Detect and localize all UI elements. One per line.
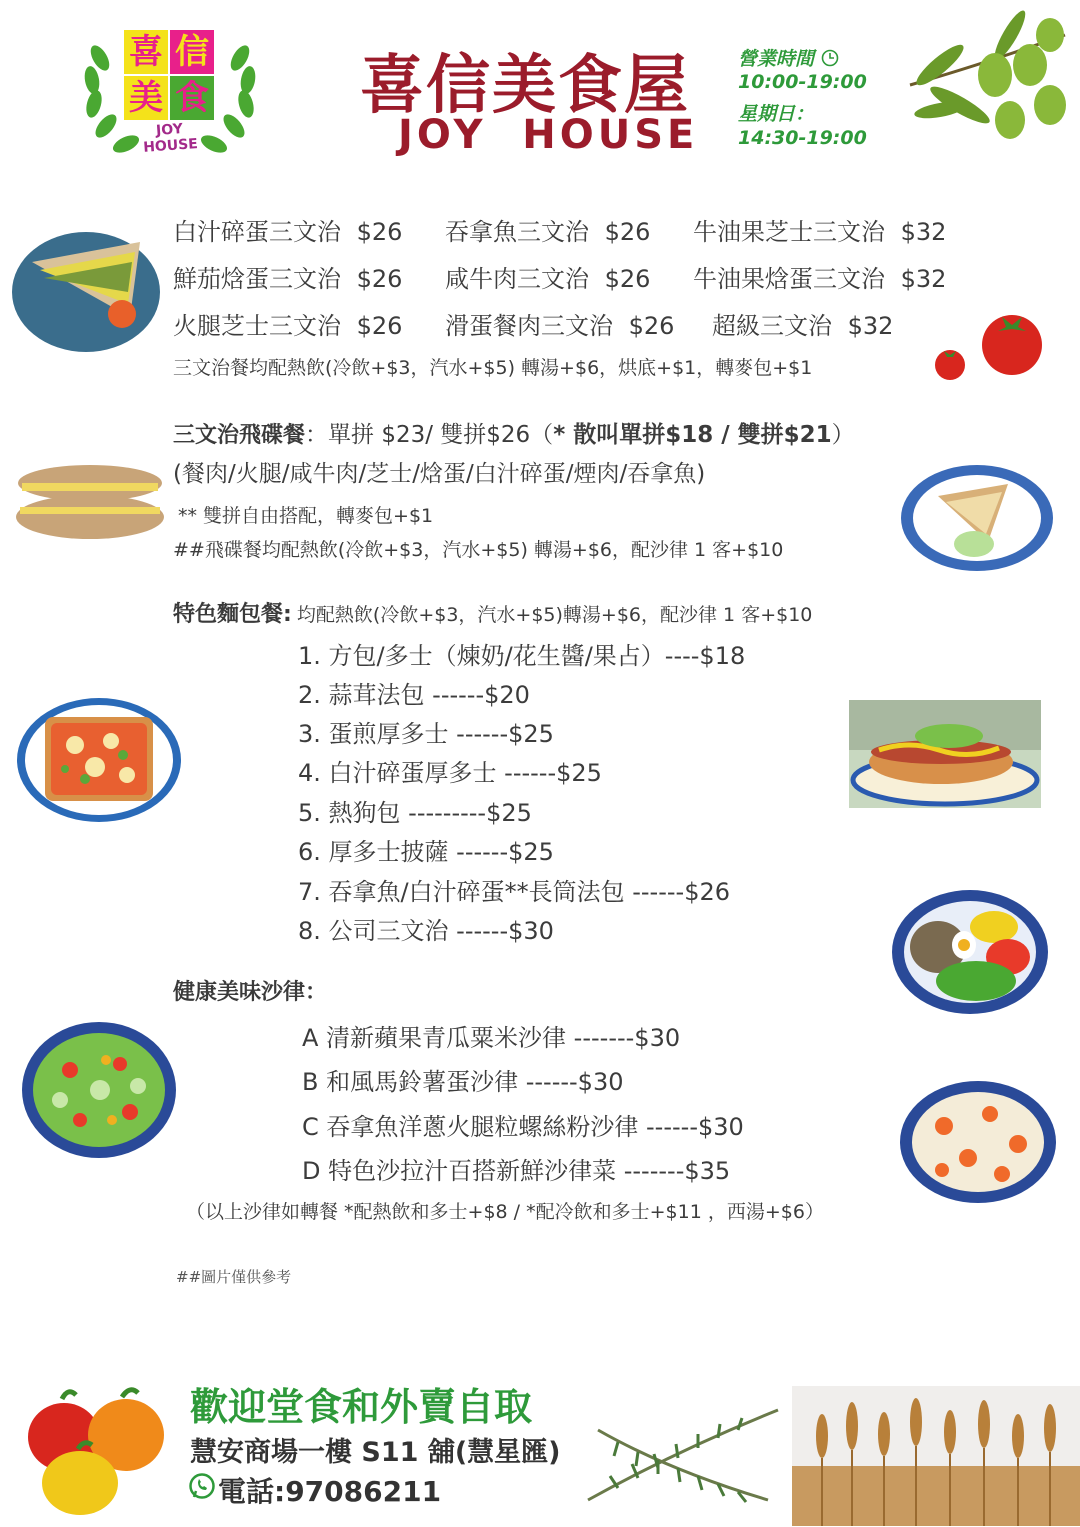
disc-price: ：單拼 $23/ 雙拼$26（: [305, 422, 554, 448]
hours-label-text: 營業時間: [738, 48, 815, 70]
sandwich-item-8: [445, 306, 674, 341]
sandwich-price: $32: [847, 312, 894, 340]
footer-phone: 電話:97086211: [218, 1475, 442, 1508]
salad-heading: 健康美味沙律：: [173, 980, 328, 1005]
disc-note-1: ** 雙拼自由搭配，轉麥包+$1: [178, 505, 434, 527]
sandwich-price: $32: [900, 218, 947, 246]
sandwich-name: 咸牛肉三文治: [445, 265, 589, 293]
bread-heading-line: [173, 597, 812, 628]
sandwich-price: $26: [604, 265, 651, 293]
sandwich-price: $26: [356, 265, 403, 293]
sandwich-item-7: [173, 306, 402, 341]
disc-note-2: ##飛碟餐均配熱飲(冷飲+$3，汽水+$5) 轉湯+$6，配沙律 1 客+$10: [173, 539, 784, 561]
sandwich-set-note: 三文治餐均配熱飲(冷飲+$3，汽水+$5) 轉湯+$6，烘底+$1，轉麥包+$1: [173, 357, 813, 379]
clock-icon: [821, 49, 839, 67]
salad-item-d: D 特色沙拉汁百搭新鮮沙律菜 -------$35: [302, 1157, 731, 1185]
logo-char-1: 喜: [124, 30, 168, 74]
bread-item-3: 3. 蛋煎厚多士 ------$25: [298, 720, 554, 748]
disc-heading: 三文治飛碟餐: [173, 423, 306, 448]
rosemary-image: [578, 1390, 783, 1518]
sandwich-name: 超級三文治: [712, 312, 832, 340]
bread-item-4: 4. 白汁碎蛋厚多士 ------$25: [298, 759, 602, 787]
logo-char-3: 美: [124, 76, 168, 120]
disc-close: ）: [831, 422, 855, 448]
hours-label: [738, 44, 839, 71]
image-disclaimer: ##圖片僅供參考: [176, 1268, 292, 1286]
sandwich-name: 牛油果芝士三文治: [693, 218, 885, 246]
restaurant-title-en: JOY HOUSE: [398, 112, 699, 158]
sandwich-name: 鮮茄焓蛋三文治: [173, 265, 341, 293]
potato-salad-bowl-image: [898, 1078, 1058, 1206]
sandwich-price: $26: [356, 312, 403, 340]
salad-note: （以上沙律如轉餐 *配熱飲和多士+$8 / *配冷飲和多士+$11 ，西湯+$6）: [186, 1201, 824, 1223]
salad-item-a: A 清新蘋果青瓜粟米沙律 -------$30: [302, 1024, 681, 1052]
egg-salad-bowl-image: [890, 887, 1050, 1017]
sandwich-name: 牛油果焓蛋三文治: [693, 265, 885, 293]
pizza-toast-image: [15, 695, 183, 825]
salad-item-c: C 吞拿魚洋蔥火腿粒螺絲粉沙律 ------$30: [302, 1113, 744, 1141]
sandwich-price: $32: [900, 265, 947, 293]
sandwich-name: 吞拿魚三文治: [445, 218, 589, 246]
bread-item-5: 5. 熱狗包 ---------$25: [298, 799, 532, 827]
tomato-image: [928, 305, 1048, 387]
restaurant-title-cn: 喜信美食屋: [360, 49, 690, 123]
logo-char-2: 信: [170, 30, 214, 74]
sandwich-item-2: [445, 212, 650, 247]
bell-peppers-image: [18, 1385, 170, 1517]
sandwich-price: $26: [604, 218, 651, 246]
sandwich-item-9: [712, 306, 893, 341]
sandwich-item-3: [693, 212, 946, 247]
bread-item-1: 1. 方包/多士（煉奶/花生醬/果占）----$18: [298, 642, 746, 670]
disc-sandwich-image: [10, 455, 170, 545]
bread-item-2: 2. 蒜茸法包 ------$20: [298, 681, 530, 709]
sandwich-item-6: [693, 259, 946, 294]
bread-heading: 特色麵包餐:: [173, 602, 292, 627]
hours-sunday: 14:30-19:00: [738, 127, 867, 149]
sandwich-name: 滑蛋餐肉三文治: [445, 312, 613, 340]
logo: [80, 18, 260, 163]
logo-char-4: 食: [170, 76, 214, 120]
wheat-field-image: [792, 1386, 1080, 1526]
sandwich-name: 火腿芝士三文治: [173, 312, 341, 340]
hours-weekday: 10:00-19:00: [738, 71, 867, 93]
salad-item-b: B 和風馬鈴薯蛋沙律 ------$30: [302, 1068, 624, 1096]
disc-single-price: * 散叫單拼$18 / 雙拼$21: [553, 422, 832, 448]
sandwich-plate-image: [10, 222, 162, 354]
bread-item-7: 7. 吞拿魚/白汁碎蛋**長筒法包 ------$26: [298, 878, 731, 906]
footer-address: 慧安商場一樓 S11 舖(慧星匯): [190, 1437, 561, 1468]
green-salad-bowl-image: [20, 1020, 178, 1160]
whatsapp-icon: [188, 1472, 216, 1500]
sandwich-item-1: [173, 212, 402, 247]
sandwich-item-4: [173, 259, 402, 294]
bread-heading-note: 均配熱飲(冷飲+$3，汽水+$5)轉湯+$6，配沙律 1 客+$10: [296, 604, 813, 626]
sandwich-item-5: [445, 259, 650, 294]
sandwich-price: $26: [356, 218, 403, 246]
hours-sunday-label: 星期日：: [738, 103, 815, 125]
disc-heading-line: [173, 416, 855, 449]
hotdog-image: [849, 700, 1041, 808]
bread-item-6: 6. 厚多士披薩 ------$25: [298, 838, 554, 866]
toast-plate-image: [898, 462, 1056, 574]
bread-item-8: 8. 公司三文治 ------$30: [298, 917, 554, 945]
disc-fillings: (餐肉/火腿/咸牛肉/芝士/焓蛋/白汁碎蛋/煙肉/吞拿魚): [173, 461, 706, 487]
olive-branch-icon: [900, 5, 1070, 155]
sandwich-price: $26: [628, 312, 675, 340]
footer-welcome: 歡迎堂食和外賣自取: [190, 1385, 533, 1429]
sandwich-name: 白汁碎蛋三文治: [173, 218, 341, 246]
logo-subtitle: JOY HOUSE: [142, 121, 199, 156]
